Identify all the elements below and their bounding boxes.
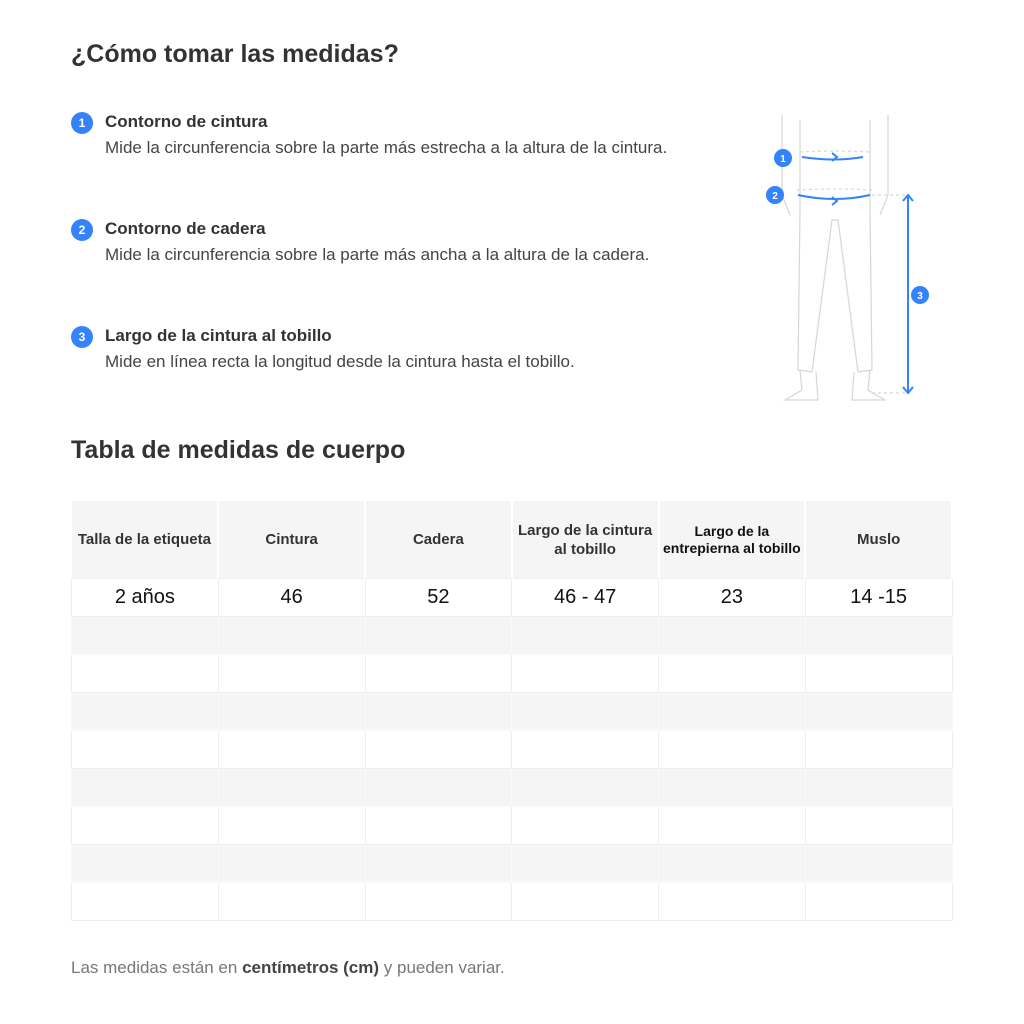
- step-description: Mide en línea recta la longitud desde la cintura hasta el tobillo.: [105, 352, 575, 371]
- svg-text:2: 2: [772, 191, 778, 202]
- table-title: Tabla de medidas de cuerpo: [71, 436, 406, 464]
- column-header: Cadera: [365, 501, 512, 579]
- note-text: Las medidas están en: [71, 958, 243, 977]
- empty-row: [72, 731, 953, 769]
- table-row: [72, 579, 953, 617]
- table-cell: 46: [218, 579, 365, 617]
- column-header: Largo de la entrepierna al tobillo: [659, 501, 806, 579]
- step-number-badge: 2: [71, 219, 93, 241]
- step-length: [71, 325, 691, 372]
- step-description: Mide la circunferencia sobre la parte más estrecha a la altura de la cintura.: [105, 138, 668, 157]
- svg-text:3: 3: [917, 291, 923, 302]
- svg-text:1: 1: [780, 154, 786, 165]
- step-waist: [71, 111, 691, 158]
- empty-row: [72, 807, 953, 845]
- step-title: Largo de la cintura al tobillo: [105, 326, 332, 345]
- note-text: y pueden variar.: [379, 958, 505, 977]
- empty-row: [72, 883, 953, 921]
- empty-row: [72, 655, 953, 693]
- empty-row: [72, 693, 953, 731]
- table-cell: 52: [365, 579, 512, 617]
- step-title: Contorno de cintura: [105, 112, 268, 131]
- empty-row: [72, 617, 953, 655]
- step-description: Mide la circunferencia sobre la parte más ancha a la altura de la cadera.: [105, 245, 650, 264]
- column-header: Muslo: [805, 501, 952, 579]
- page-title: ¿Cómo tomar las medidas?: [71, 40, 399, 68]
- table-cell: 46 - 47: [512, 579, 659, 617]
- column-header: Cintura: [218, 501, 365, 579]
- step-title: Contorno de cadera: [105, 219, 266, 238]
- diagram-badges: [766, 149, 929, 304]
- units-note: [71, 958, 505, 978]
- column-header: Largo de la cintura al tobillo: [512, 501, 659, 579]
- step-hip: [71, 218, 671, 265]
- step-number-badge: 1: [71, 112, 93, 134]
- empty-row: [72, 845, 953, 883]
- size-chart-table: [71, 501, 953, 921]
- table-cell: 2 años: [72, 579, 219, 617]
- table-header-row: [72, 501, 953, 579]
- column-header: Talla de la etiqueta: [72, 501, 219, 579]
- body-measurement-illustration: [760, 100, 940, 410]
- note-units: centímetros (cm): [242, 958, 380, 977]
- table-cell: 14 -15: [805, 579, 952, 617]
- table-cell: 23: [659, 579, 806, 617]
- empty-row: [72, 769, 953, 807]
- step-number-badge: 3: [71, 326, 93, 348]
